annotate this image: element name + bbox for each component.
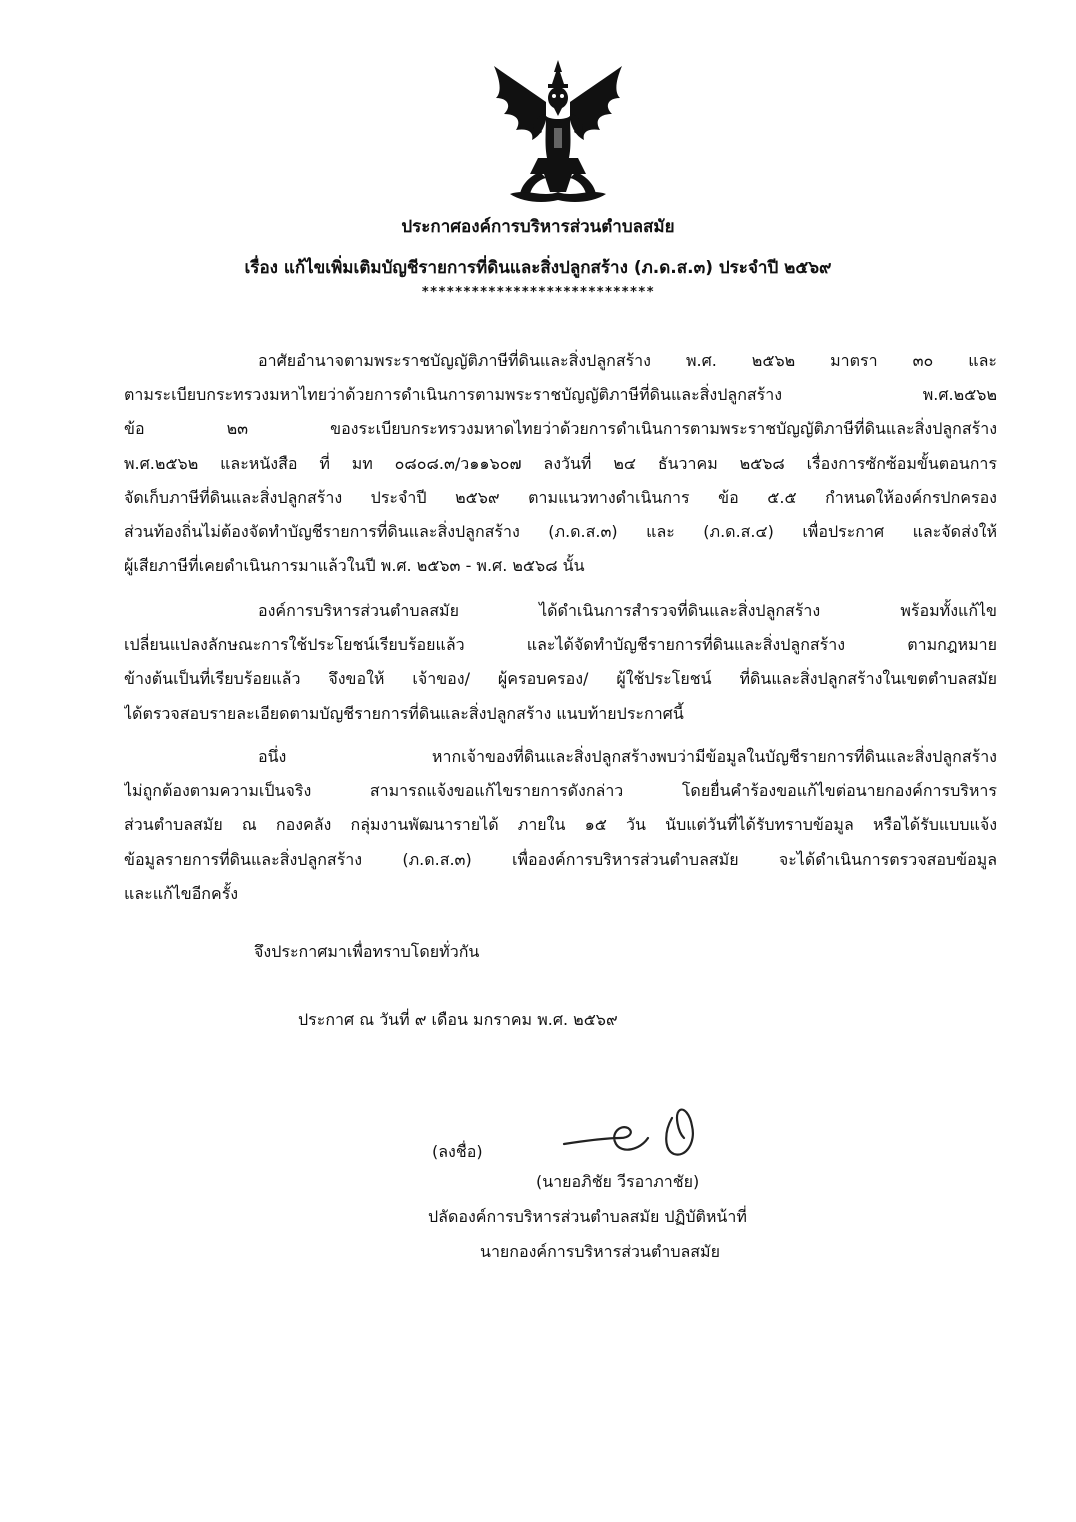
paragraph-line: และแก้ไขอีกครั้ง [124, 883, 239, 903]
paragraph-line: อนึ่ง หากเจ้าของที่ดินและสิ่งปลูกสร้างพบว่ามีข้อมูลในบัญชีรายการที่ดินและสิ่งปลูกสร้าง [258, 747, 997, 766]
paragraph-line: ข้อ ๒๓ ของระเบียบกระทรวงมหาดไทยว่าด้วยการดำเนินการตามพระราชบัญญัติภาษีที่ดินและสิ่งปลูกสร้าง [124, 419, 997, 439]
signature-prefix: (ลงชื่อ) [432, 1142, 483, 1161]
paragraph-line: ตามระเบียบกระทรวงมหาไทยว่าด้วยการดำเนินการตามพระราชบัญญัติภาษีที่ดินและสิ่งปลูกสร้าง พ.ศ.๒๕๖๒ [124, 385, 997, 405]
paragraph-line: องค์การบริหารส่วนตำบลสมัย ได้ดำเนินการสำรวจที่ดินและสิ่งปลูกสร้าง พร้อมทั้งแก้ไข [258, 601, 997, 620]
paragraph-line: ส่วนตำบลสมัย ณ กองคลัง กลุ่มงานพัฒนารายได้ ภายใน ๑๕ วัน นับแต่วันที่ได้รับทราบข้อมูล หรือได้รับแบบแจ้ง [124, 815, 997, 835]
title-separator: **************************** [421, 285, 655, 300]
paragraph-line: จัดเก็บภาษีที่ดินและสิ่งปลูกสร้าง ประจำปี ๒๕๖๙ ตามแนวทางดำเนินการ ข้อ ๕.๕ กำหนดให้องค์กรปกครอง [124, 487, 997, 507]
paragraph-line: อาศัยอำนาจตามพระราชบัญญัติภาษีที่ดินและสิ่งปลูกสร้าง พ.ศ. ๒๕๖๒ มาตรา ๓๐ และ [258, 351, 997, 370]
paragraph-line: ข้างต้นเป็นที่เรียบร้อยแล้ว จึงขอให้ เจ้าของ/ ผู้ครอบครอง/ ผู้ใช้ประโยชน์ ที่ดินและสิ่งปลูกสร้างในเขตตำบลสมัย [124, 669, 997, 689]
paragraph-authority [124, 344, 997, 583]
announcement-date: ประกาศ ณ วันที่ ๙ เดือน มกราคม พ.ศ. ๒๕๖๙ [298, 1010, 618, 1029]
garuda-emblem-icon [486, 58, 630, 206]
signatory-name: (นายอภิชัย วีรอาภาชัย) [536, 1172, 700, 1191]
paragraph-line: ข้อมูลรายการที่ดินและสิ่งปลูกสร้าง (ภ.ด.ส.๓) เพื่อองค์การบริหารส่วนตำบลสมัย จะได้ดำเนินการตรวจสอบข้อมูล [124, 849, 997, 869]
signatory-position-acting: นายกองค์การบริหารส่วนตำบลสมัย [480, 1242, 720, 1261]
paragraph-line: พ.ศ.๒๕๖๒ และหนังสือ ที่ มท ๐๘๐๘.๓/ว๑๑๖๐๗ ลงวันที่ ๒๔ ธันวาคม ๒๕๖๘ เรื่องการซักซ้อมขั้นตอนการ [124, 453, 997, 473]
paragraph-line: ไม่ถูกต้องตามความเป็นจริง สามารถแจ้งขอแก้ไขรายการดังกล่าว โดยยื่นคำร้องขอแก้ไขต่อนายกองค์การบริหาร [124, 781, 997, 801]
handwritten-signature [560, 1088, 720, 1168]
signatory-position: ปลัดองค์การบริหารส่วนตำบลสมัย ปฏิบัติหน้าที่ [428, 1207, 747, 1226]
paragraph-line: ผู้เสียภาษีที่เคยดำเนินการมาแล้วในปี พ.ศ. ๒๕๖๓ - พ.ศ. ๒๕๖๘ นั้น [124, 556, 585, 576]
closing-statement: จึงประกาศมาเพื่อทราบโดยทั่วกัน [254, 942, 480, 961]
announcement-title: ประกาศองค์การบริหารส่วนตำบลสมัย [401, 217, 675, 237]
paragraph-line: ส่วนท้องถิ่นไม่ต้องจัดทำบัญชีรายการที่ดินและสิ่งปลูกสร้าง (ภ.ด.ส.๓) และ (ภ.ด.ส.๔) เพื่อประกาศ และจัดส่งให้ [124, 522, 997, 542]
paragraph-correction [124, 740, 997, 911]
paragraph-line: ได้ตรวจสอบรายละเอียดตามบัญชีรายการที่ดินและสิ่งปลูกสร้าง แนบท้ายประกาศนี้ [124, 703, 684, 723]
announcement-subject: เรื่อง แก้ไขเพิ่มเติมบัญชีรายการที่ดินและสิ่งปลูกสร้าง (ภ.ด.ส.๓) ประจำปี ๒๕๖๙ [244, 258, 832, 278]
paragraph-line: เปลี่ยนแปลงลักษณะการใช้ประโยชน์เรียบร้อยแล้ว และได้จัดทำบัญชีรายการที่ดินและสิ่งปลูกสร้าง ตามกฎหมาย [124, 635, 997, 655]
paragraph-survey [124, 594, 997, 731]
